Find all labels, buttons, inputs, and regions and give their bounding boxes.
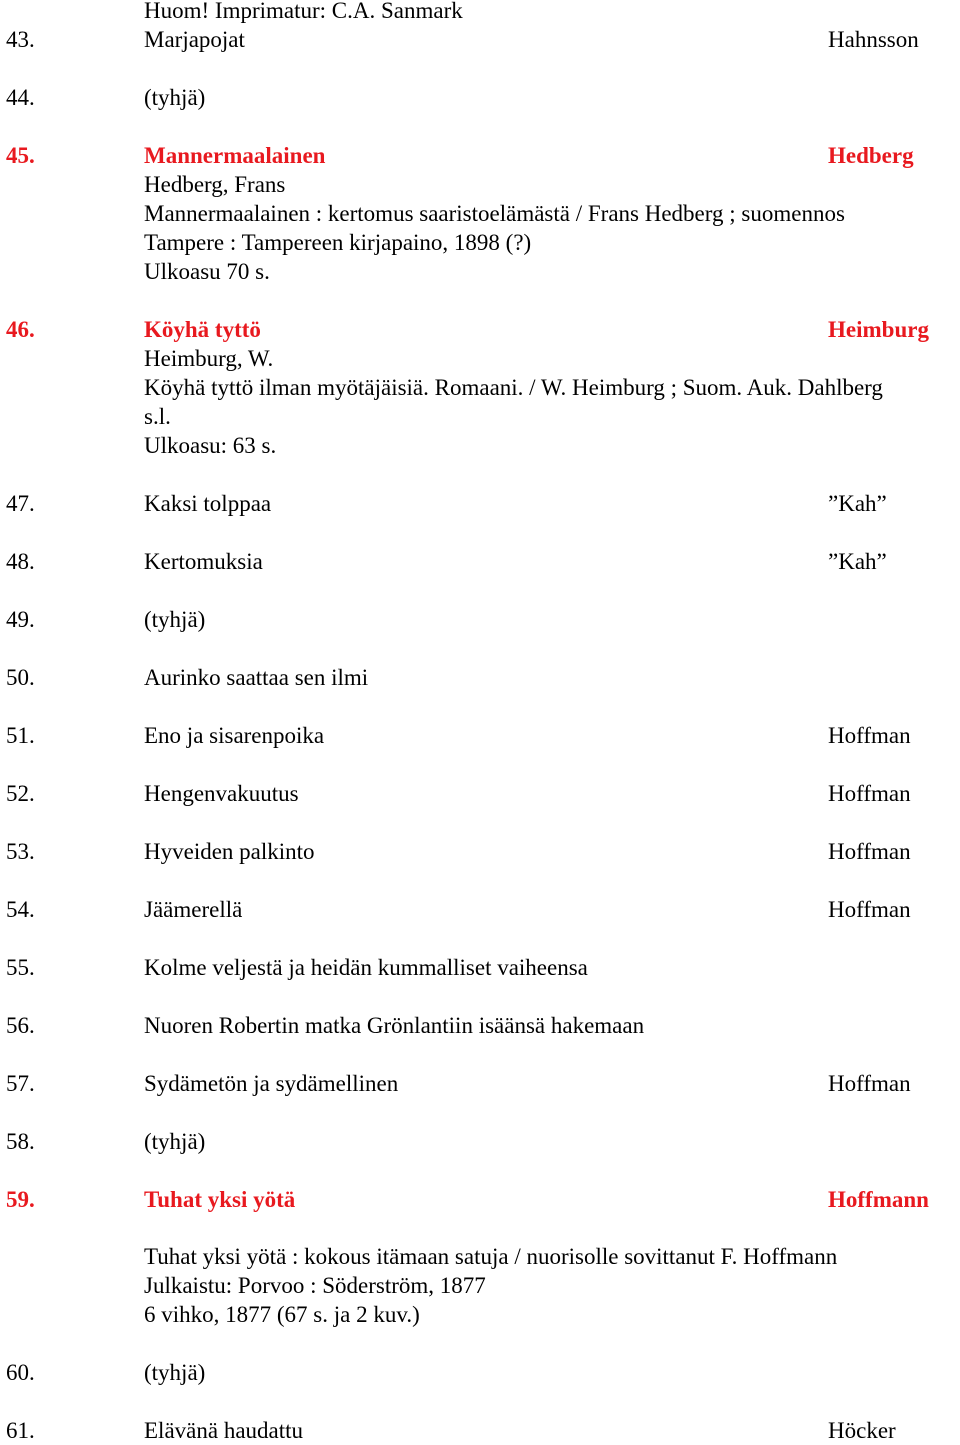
entry-50	[0, 663, 960, 692]
entry-number: 54.	[6, 897, 35, 922]
entry-number: 50.	[6, 665, 35, 690]
entry-detail	[0, 170, 960, 199]
entry-number: 55.	[6, 955, 35, 980]
entry-47	[0, 489, 960, 518]
detail-text: Ulkoasu: 63 s.	[144, 433, 277, 458]
entry-detail	[0, 228, 960, 257]
entry-53	[0, 837, 960, 866]
entry-51	[0, 721, 960, 750]
entry-number: 60.	[6, 1360, 35, 1385]
entry-58	[0, 1127, 960, 1156]
detail-text: Mannermaalainen : kertomus saaristoelämästä / Frans Hedberg ; suomennos	[144, 201, 845, 226]
entry-author: Hoffman	[828, 839, 911, 864]
entry-number: 57.	[6, 1071, 35, 1096]
entry-number: 44.	[6, 85, 35, 110]
entry-61	[0, 1416, 960, 1445]
entry-title: Kertomuksia	[144, 549, 263, 574]
entry-number: 53.	[6, 839, 35, 864]
entry-title: Nuoren Robertin matka Grönlantiin isäänsä hakemaan	[144, 1013, 645, 1038]
entry-number: 43.	[6, 27, 35, 52]
entry-number: 58.	[6, 1129, 35, 1154]
entry-number: 48.	[6, 549, 35, 574]
entry-number: 61.	[6, 1418, 35, 1443]
entry-number: 52.	[6, 781, 35, 806]
entry-detail	[0, 199, 960, 228]
entry-60	[0, 1358, 960, 1387]
detail-text: Tuhat yksi yötä : kokous itämaan satuja / nuorisolle sovittanut F. Hoffmann	[144, 1244, 838, 1269]
entry-52	[0, 779, 960, 808]
entry-title: Mannermaalainen	[144, 143, 326, 168]
entry-43	[0, 25, 960, 54]
detail-text: Köyhä tyttö ilman myötäjäisiä. Romaani. / W. Heimburg ; Suom. Auk. Dahlberg	[144, 375, 883, 400]
entry-number: 59.	[6, 1187, 35, 1212]
entry-detail	[0, 344, 960, 373]
detail-text: Hedberg, Frans	[144, 172, 286, 197]
entry-44	[0, 83, 960, 112]
detail-text: Ulkoasu 70 s.	[144, 259, 270, 284]
entry-45	[0, 141, 960, 170]
entry-author: Hoffman	[828, 723, 911, 748]
entry-author: Hoffmann	[828, 1187, 929, 1212]
entry-55	[0, 953, 960, 982]
entry-title: Köyhä tyttö	[144, 317, 261, 342]
entry-author: Heimburg	[828, 317, 929, 342]
entry-title: (tyhjä)	[144, 607, 206, 632]
entry-title: Jäämerellä	[144, 897, 243, 922]
entry-detail	[0, 257, 960, 286]
entry-title: Tuhat yksi yötä	[144, 1187, 296, 1212]
entry-49	[0, 605, 960, 634]
entry-author: Höcker	[828, 1418, 896, 1443]
entry-number: 45.	[6, 143, 35, 168]
entry-title: Hengenvakuutus	[144, 781, 299, 806]
entry-57	[0, 1069, 960, 1098]
detail-text: Tampere : Tampereen kirjapaino, 1898 (?)	[144, 230, 532, 255]
entry-number: 49.	[6, 607, 35, 632]
entry-title: (tyhjä)	[144, 1360, 206, 1385]
entry-author: Hoffman	[828, 1071, 911, 1096]
entry-author: Hoffman	[828, 897, 911, 922]
entry-detail	[0, 402, 960, 431]
entry-title: Sydämetön ja sydämellinen	[144, 1071, 399, 1096]
entry-46	[0, 315, 960, 344]
entry-detail	[0, 1242, 960, 1271]
detail-text: Julkaistu: Porvoo : Söderström, 1877	[144, 1273, 486, 1298]
entry-number: 46.	[6, 317, 35, 342]
imprimatur-note	[0, 0, 960, 25]
entry-title: (tyhjä)	[144, 1129, 206, 1154]
entry-title: Elävänä haudattu	[144, 1418, 304, 1443]
entry-title: Kolme veljestä ja heidän kummalliset vaiheensa	[144, 955, 588, 980]
entry-title: Eno ja sisarenpoika	[144, 723, 325, 748]
entry-number: 47.	[6, 491, 35, 516]
entry-48	[0, 547, 960, 576]
entry-author: Hoffman	[828, 781, 911, 806]
detail-text: s.l.	[144, 404, 171, 429]
entry-number: 56.	[6, 1013, 35, 1038]
entry-detail	[0, 1271, 960, 1300]
entry-number: 51.	[6, 723, 35, 748]
note-text: Huom! Imprimatur: C.A. Sanmark	[144, 0, 463, 23]
detail-text: 6 vihko, 1877 (67 s. ja 2 kuv.)	[144, 1302, 420, 1327]
entry-author: ”Kah”	[828, 549, 887, 574]
entry-author: Hahnsson	[828, 27, 919, 52]
entry-title: Kaksi tolppaa	[144, 491, 272, 516]
detail-text: Heimburg, W.	[144, 346, 274, 371]
entry-title: Marjapojat	[144, 27, 245, 52]
entry-54	[0, 895, 960, 924]
entry-title: Hyveiden palkinto	[144, 839, 315, 864]
entry-59	[0, 1185, 960, 1214]
entry-56	[0, 1011, 960, 1040]
entry-title: Aurinko saattaa sen ilmi	[144, 665, 369, 690]
entry-author: Hedberg	[828, 143, 914, 168]
entry-title: (tyhjä)	[144, 85, 206, 110]
entry-detail	[0, 1300, 960, 1329]
entry-detail	[0, 373, 960, 402]
entry-author: ”Kah”	[828, 491, 887, 516]
entry-detail	[0, 431, 960, 460]
